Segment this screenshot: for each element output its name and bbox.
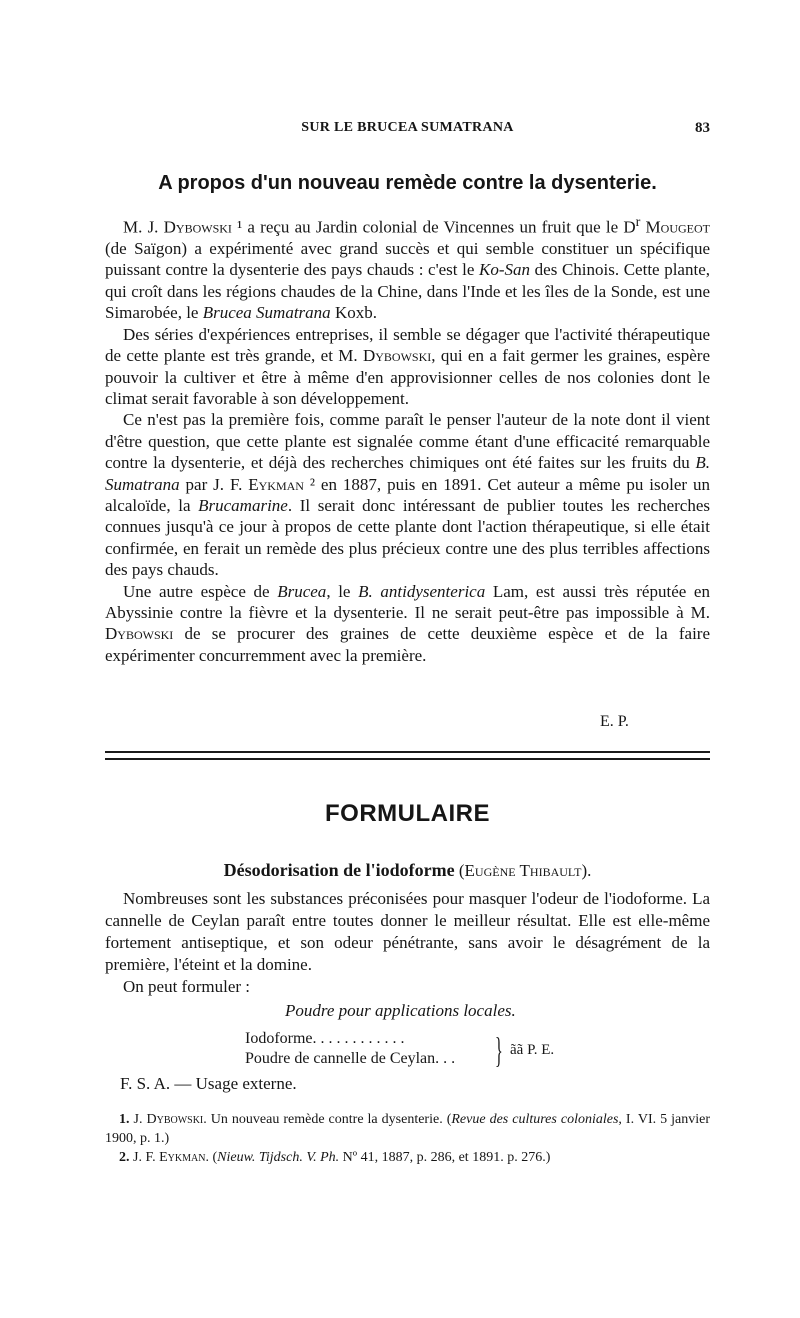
section-divider-bottom [105, 758, 710, 760]
recipe-intro-line: On peut formuler : [123, 977, 250, 996]
journal-name: Revue des cultures coloniales [451, 1112, 619, 1127]
section-title: FORMULAIRE [325, 800, 490, 827]
footnote-mark: ¹ [231, 217, 248, 237]
article-paragraph-4: Une autre espèce de Brucea, le B. antidysenterica Lam, est aussi très réputée en Abyssinie contre la fièvre et la dysenterie. Il ne serait peut-être pas impossible à M. Dybowski de se procurer des graines de cette deuxième espèce et de la faire expérimenter concurremment avec la première. [105, 581, 710, 665]
page-number: 83 [695, 120, 710, 136]
running-head [105, 120, 710, 140]
brace-glyph: } [495, 1030, 503, 1070]
species-name: Brucea Sumatrana [202, 303, 331, 323]
recipe-heading: Désodorisation de l'iodoforme (Eugène Thibault). [223, 860, 592, 880]
local-name: Ko-San [479, 260, 531, 280]
article-body [105, 212, 710, 666]
section-divider-top [105, 751, 710, 753]
article-signature: E. P. [600, 713, 629, 730]
footnote-1: 1. J. Dybowski. Un nouveau remède contre la dysenterie. (Revue des cultures coloniales, I. VI. 5 janvier 1900, p. 1.) [105, 1112, 711, 1146]
formula-block [245, 1030, 585, 1074]
person-name: Mougeot [645, 217, 710, 237]
article-paragraph-2: Des séries d'expériences entreprises, il semble se dégager que l'activité thérapeutique de cette plante est très grande, et M. Dybowski, qui en a fait germer les graines, espère pouvoir la cultiver et être à même d'en approvisionner celles de nos colonies dont le climat serait favorable à son développement. [105, 324, 710, 408]
journal-name: Nieuw. Tijdsch. V. Ph. [217, 1150, 340, 1165]
article-paragraph-3: Ce n'est pas la première fois, comme paraît le penser l'auteur de la note dont il vient d'être question, que cette plante est signalée comme étant d'une efficacité remarquable contre la dysenterie, et déjà des recherches chimiques ont été faites sur les fruits du B. Sumatrana par J. F. Eykman ² en 1887, puis en 1891. Cet auteur a même pu isoler un alcaloïde, la Brucamarine. Il serait donc intéressant de publier toutes les recherches connues jusqu'à ce jour à propos de cette plante dont l'action thérapeutique, si elle était confirmée, en ferait un remède des plus précieux contre une des plus terribles affections des pays chauds. [105, 410, 711, 580]
species-name: B. antidysenterica [358, 581, 486, 601]
genus-name: Brucea [277, 581, 327, 601]
recipe-author: Eugène Thibault [464, 861, 582, 880]
preparation-title: Poudre pour applications locales. [285, 1001, 516, 1020]
author-name: Dybowski [146, 1112, 204, 1127]
author-name: Eykman [248, 474, 304, 494]
recipe-paragraph: Nombreuses sont les substances préconisées pour masquer l'odeur de l'iodoforme. La cannelle de Ceylan paraît entre toutes donner le meilleur résultat. Elle est elle-même fortement antiseptique, et son odeur pénétrante, sans avoir le désagrément de la première, l'éteint et la domine. [105, 889, 710, 974]
ingredient-line: Poudre de cannelle de Ceylan. . . [245, 1050, 456, 1067]
footnote-mark: ² [303, 474, 321, 494]
author-name: Dybowski [362, 346, 432, 366]
author-name: Eykman [159, 1150, 206, 1165]
author-name: Dybowski [105, 624, 174, 644]
usage-line: F. S. A. — Usage externe. [120, 1074, 297, 1093]
footnote-2: 2. J. F. Eykman. (Nieuw. Tijdsch. V. Ph. Nº 41, 1887, p. 286, et 1891. p. 276.) [119, 1150, 551, 1165]
running-title: SUR LE BRUCEA SUMATRANA [301, 120, 514, 135]
article-paragraph-1: M. J. Dybowski ¹ a reçu au Jardin colonial de Vincennes un fruit que le $D^r$ Mougeot (de Saïgon) a expérimenté avec grand succès et qui semble constituer un spécifique puissant contre la dysenterie des pays chauds : c'est le Ko-San des Chinois. Cette plante, qui croît dans les régions chaudes de la Chine, dans l'Inde et les îles de la Sonde, est une Simarobée, le Brucea Sumatrana Koxb. [105, 214, 710, 323]
alkaloid-name: Brucamarine [198, 495, 288, 515]
footnotes [105, 1110, 710, 1167]
recipe-title: Désodorisation de l'iodoforme [223, 860, 455, 880]
recipe-body [105, 888, 710, 998]
ingredient-line: Iodoforme. . . . . . . . . . . . [245, 1030, 405, 1047]
article-title: A propos d'un nouveau remède contre la dysenterie. [158, 172, 657, 194]
author-name: Dybowski [163, 217, 232, 237]
formula-quantity: ãã P. E. [510, 1042, 555, 1058]
species-name: B. Sumatrana [105, 453, 710, 494]
